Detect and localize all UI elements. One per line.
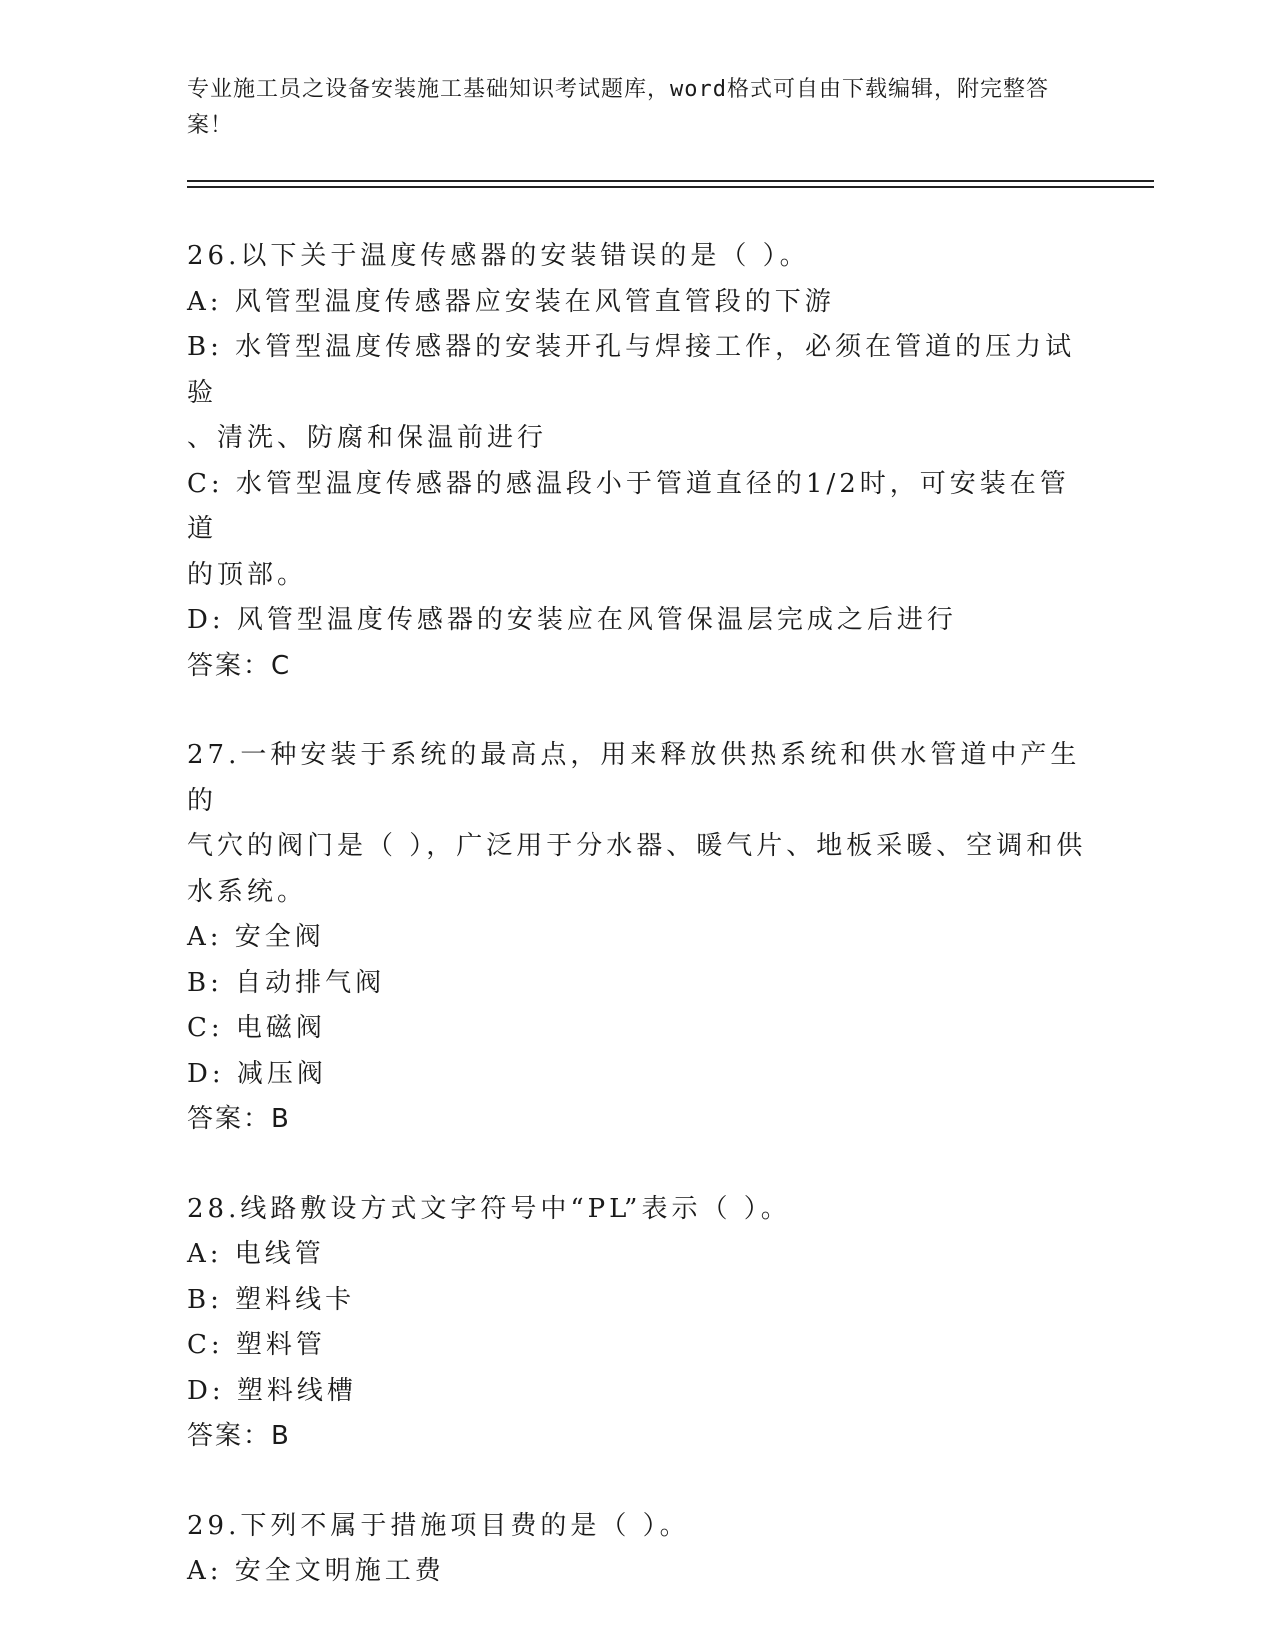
answer-option: D: 风管型温度传感器的安装应在风管保温层完成之后进行 [187,605,957,635]
question-block [187,234,1087,689]
question-list [187,234,1087,1639]
question-stem: 气穴的阀门是（ ），广泛用于分水器、暖气片、地板采暖、空调和供 [187,831,1087,861]
answer-option: A: 风管型温度传感器应安装在风管直管段的下游 [187,286,835,317]
question-stem: 水系统。 [187,876,308,907]
answer-option: B: 塑料线卡 [187,1284,356,1315]
answer-option: A: 安全文明施工费 [187,1556,445,1586]
question-stem: 27.一种安装于系统的最高点，用来释放供热系统和供水管道中产生的 [187,740,1081,816]
answer-option: C: 电磁阀 [187,1013,326,1043]
question-stem: 29.下列不属于措施项目费的是（ ）。 [187,1510,690,1541]
answer-option: A: 电线管 [187,1239,325,1269]
question-block [187,1504,1087,1595]
header-rule-bottom [187,186,1154,188]
question-stem: 26.以下关于温度传感器的安装错误的是（ ）。 [187,241,810,271]
answer-option: B: 自动排气阀 [187,967,386,998]
answer-key: 答案：B [187,1104,291,1134]
question-block [187,733,1087,1143]
answer-option: D: 减压阀 [187,1058,327,1089]
answer-option: C: 水管型温度传感器的感温段小于管道直径的1/2时，可安装在管道 [187,468,1070,544]
answer-option: C: 塑料管 [187,1330,326,1360]
answer-option: A: 安全阀 [187,922,325,952]
question-block [187,1187,1087,1460]
answer-option: B: 水管型温度传感器的安装开孔与焊接工作，必须在管道的压力试验 [187,332,1076,408]
answer-option: D: 塑料线槽 [187,1375,357,1406]
header-rule-top [187,180,1154,182]
document-header: 专业施工员之设备安装施工基础知识考试题库，word格式可自由下载编辑，附完整答案！ [187,77,1049,138]
answer-option: 、清洗、防腐和保温前进行 [187,423,548,453]
answer-option: 的顶部。 [187,559,308,590]
question-stem: 28.线路敷设方式文字符号中“PL”表示（ ）。 [187,1193,791,1224]
answer-key: 答案：C [187,650,292,681]
answer-key: 答案：B [187,1421,291,1451]
